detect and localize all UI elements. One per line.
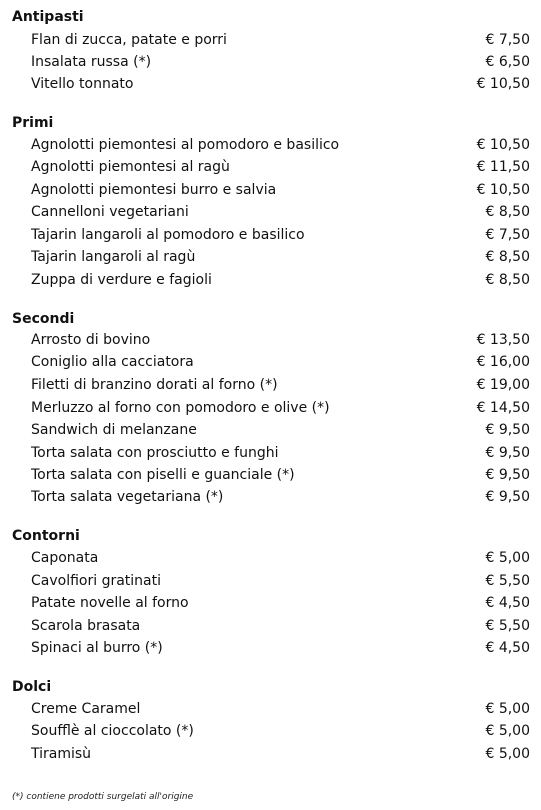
item-price: € 7,50 — [485, 32, 530, 48]
item-price: € 8,50 — [485, 249, 530, 265]
item-name: Agnolotti piemontesi al pomodoro e basilico — [31, 137, 340, 153]
menu-item — [0, 547, 541, 569]
item-price: € 13,50 — [476, 332, 530, 348]
item-name: Spinaci al burro (*) — [31, 640, 163, 656]
item-price: € 8,50 — [485, 204, 530, 220]
menu-item — [0, 351, 541, 373]
item-price: € 4,50 — [485, 595, 530, 611]
item-price: € 16,00 — [476, 354, 530, 370]
menu-item — [0, 51, 541, 73]
item-price: € 5,00 — [485, 746, 530, 762]
item-name: Merluzzo al forno con pomodoro e olive (*) — [31, 400, 330, 416]
item-price: € 5,00 — [485, 550, 530, 566]
section-title: Contorni — [12, 528, 80, 544]
item-price: € 8,50 — [485, 272, 530, 288]
menu-item — [0, 743, 541, 765]
item-name: Arrosto di bovino — [31, 332, 151, 348]
menu-item — [0, 720, 541, 742]
menu-item — [0, 570, 541, 592]
item-price: € 4,50 — [485, 640, 530, 656]
item-price: € 7,50 — [485, 227, 530, 243]
item-name: Sandwich di melanzane — [31, 422, 197, 438]
item-price: € 10,50 — [476, 137, 530, 153]
footnote: (*) contiene prodotti surgelati all'origine — [12, 792, 194, 802]
menu-item — [0, 442, 541, 464]
item-price: € 6,50 — [485, 54, 530, 70]
menu-item — [0, 464, 541, 486]
item-name: Insalata russa (*) — [31, 54, 152, 70]
item-name: Agnolotti piemontesi al ragù — [31, 159, 230, 175]
section-title: Antipasti — [12, 9, 84, 25]
menu-item — [0, 179, 541, 201]
item-name: Tiramisù — [31, 746, 92, 762]
item-name: Tajarin langaroli al pomodoro e basilico — [31, 227, 305, 243]
section-title: Dolci — [12, 679, 52, 695]
item-name: Cannelloni vegetariani — [31, 204, 189, 220]
menu-item — [0, 73, 541, 95]
item-price: € 11,50 — [476, 159, 530, 175]
item-price: € 5,00 — [485, 723, 530, 739]
item-name: Patate novelle al forno — [31, 595, 189, 611]
menu-item — [0, 201, 541, 223]
item-name: Filetti di branzino dorati al forno (*) — [31, 377, 278, 393]
section-title: Primi — [12, 115, 54, 131]
item-name: Zuppa di verdure e fagioli — [31, 272, 212, 288]
menu-item — [0, 246, 541, 268]
item-name: Creme Caramel — [31, 701, 141, 717]
menu-item — [0, 637, 541, 659]
menu-item — [0, 134, 541, 156]
item-name: Torta salata vegetariana (*) — [31, 489, 224, 505]
item-price: € 19,00 — [476, 377, 530, 393]
item-price: € 5,00 — [485, 701, 530, 717]
item-price: € 9,50 — [485, 467, 530, 483]
item-name: Flan di zucca, patate e porri — [31, 32, 227, 48]
menu-item — [0, 615, 541, 637]
menu-item — [0, 374, 541, 396]
item-name: Vitello tonnato — [31, 76, 134, 92]
item-price: € 5,50 — [485, 618, 530, 634]
menu-item — [0, 269, 541, 291]
item-name: Torta salata con prosciutto e funghi — [31, 445, 279, 461]
item-price: € 10,50 — [476, 76, 530, 92]
menu-item — [0, 397, 541, 419]
item-name: Coniglio alla cacciatora — [31, 354, 194, 370]
item-price: € 9,50 — [485, 422, 530, 438]
item-price: € 14,50 — [476, 400, 530, 416]
menu-item — [0, 329, 541, 351]
item-name: Tajarin langaroli al ragù — [31, 249, 196, 265]
item-name: Caponata — [31, 550, 99, 566]
item-name: Agnolotti piemontesi burro e salvia — [31, 182, 277, 198]
item-name: Scarola brasata — [31, 618, 141, 634]
item-price: € 9,50 — [485, 445, 530, 461]
item-price: € 9,50 — [485, 489, 530, 505]
section-title: Secondi — [12, 311, 75, 327]
menu-item — [0, 592, 541, 614]
item-price: € 5,50 — [485, 573, 530, 589]
menu-item — [0, 224, 541, 246]
item-name: Soufflè al cioccolato (*) — [31, 723, 194, 739]
menu-item — [0, 486, 541, 508]
menu-item — [0, 156, 541, 178]
menu-item — [0, 29, 541, 51]
item-name: Torta salata con piselli e guanciale (*) — [31, 467, 295, 483]
item-name: Cavolfiori gratinati — [31, 573, 162, 589]
item-price: € 10,50 — [476, 182, 530, 198]
menu-item — [0, 698, 541, 720]
menu-item — [0, 419, 541, 441]
